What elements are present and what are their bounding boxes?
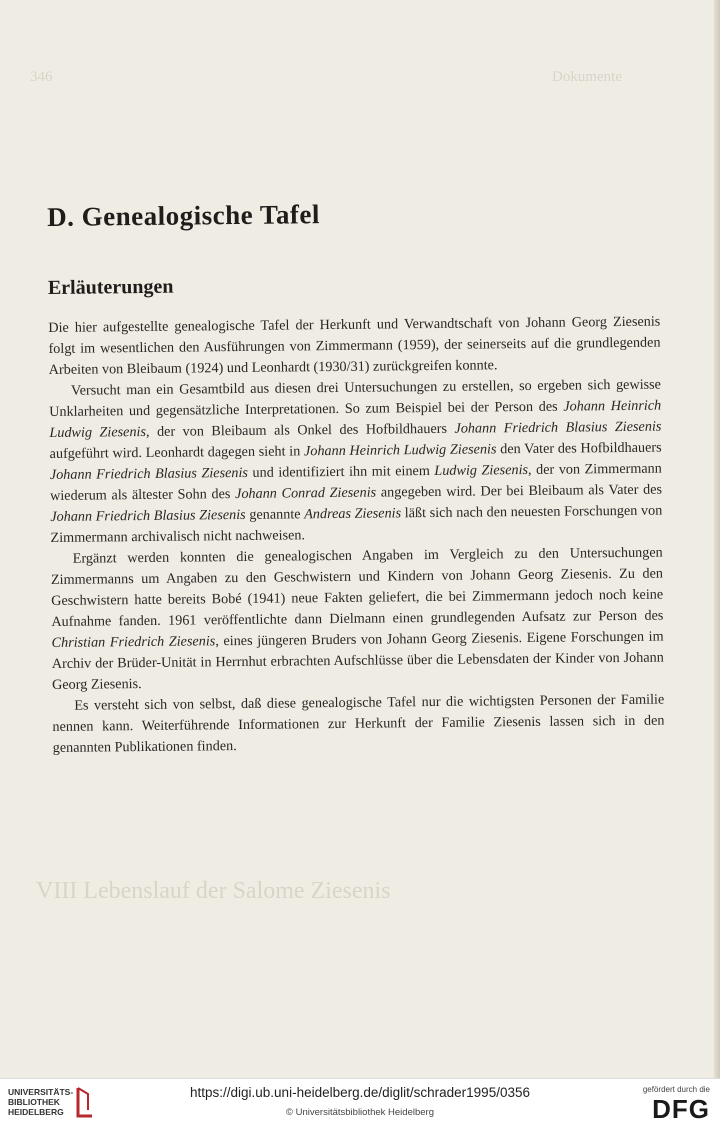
text-run: , der von Zimmermann wiederum als ältester Sohn des xyxy=(49,460,662,504)
source-url-link[interactable]: https://digi.ub.uni-heidelberg.de/diglit/schrader1995/0356 xyxy=(190,1085,530,1100)
text-run: Es versteht sich von selbst, daß diese genealogische Tafel nur die wichtigsten Personen der Familie nennen kann. Weiterführende Informationen zur Herkunft der Familie Ziesenis lassen sich in den genannten Publikationen finden. xyxy=(52,691,665,756)
paragraph xyxy=(52,690,665,759)
funder-label: gefördert durch die xyxy=(642,1085,710,1094)
text-run: , der von Bleibaum als Onkel des Hofbildhauers xyxy=(145,420,455,440)
page-title: D. Genealogische Tafel xyxy=(47,199,321,232)
text-run: genannte xyxy=(245,506,305,523)
person-name: Johann Heinrich Ludwig Ziesenis xyxy=(303,441,497,460)
text-run: angegeben wird. Der bei Bleibaum als Vater des xyxy=(376,481,663,501)
text-run: aufgeführt wird. Leonhardt dagegen sieht in xyxy=(49,443,305,462)
text-run: Versucht man ein Gesamtbild aus diesen drei Untersuchungen zu erstellen, so ergeben sich gewisse Unklarheiten und gegensätzliche Interpretationen. So zum Beispiel bei der Person des xyxy=(49,376,662,420)
text-run: Ergänzt werden konnten die genealogischen Angaben im Vergleich zu den Untersuchungen Zimmermanns um Angaben zu den Geschwistern und Kindern von Johann Georg Ziesenis. Zu den Geschwistern hatte bereits Bobé (1941) neue Fakten geliefert, die bei Zimmermann jedoch noch keine Aufnahme fanden. 1961 veröffentlichte dann Dielmann einen grundlegenden Aufsatz zur Person des xyxy=(50,544,664,630)
person-name: Johann Friedrich Blasius Ziesenis xyxy=(49,464,249,483)
copyright-text: © Universitätsbibliothek Heidelberg xyxy=(286,1107,434,1118)
text-run: , eines jüngeren Bruders von Johann Georg Ziesenis. Eigene Forschungen im Archiv der Brüder-Unität in Herrnhut erbrachten Aufschlüsse über die Lebensdaten der Kinder von Johann Georg Ziesenis. xyxy=(51,628,664,693)
page-content xyxy=(47,196,665,759)
paragraph xyxy=(49,375,663,549)
person-name: Ludwig Ziesenis xyxy=(434,461,529,479)
bleed-section-title: VIII Lebenslauf der Salome Ziesenis xyxy=(36,878,391,904)
text-run: den Vater des Hofbildhauers xyxy=(496,439,662,458)
dfg-logo: DFG xyxy=(652,1094,710,1124)
person-name: Johann Heinrich Ludwig Ziesenis xyxy=(49,397,662,441)
person-name: Johann Friedrich Blasius Ziesenis xyxy=(454,418,662,437)
footer-bar xyxy=(0,1078,720,1128)
body-text xyxy=(48,312,665,759)
text-run: und identifiziert ihn mit einem xyxy=(247,462,435,481)
bleed-page-number: 346 xyxy=(30,69,53,85)
person-name: Johann Conrad Ziesenis xyxy=(235,484,377,503)
person-name: Johann Friedrich Blasius Ziesenis xyxy=(50,506,246,525)
person-name: Christian Friedrich Ziesenis xyxy=(51,633,216,651)
text-run: Die hier aufgestellte genealogische Tafel der Herkunft und Verwandtschaft von Johann Georg Ziesenis folgt im wesentlichen den Ausführungen von Zimmermann (1959), der seinerseits auf die grundlegenden Arbeiten von Bleibaum (1924) und Leonhardt (1930/31) zurückgreifen konnte. xyxy=(48,313,661,378)
page-edge xyxy=(714,0,720,1078)
text-run: läßt sich nach den neuesten Forschungen von Zimmermann archivalisch nicht nachweisen. xyxy=(50,502,663,546)
library-line: UNIVERSITÄTS- xyxy=(8,1087,74,1097)
bleed-running-head: Dokumente xyxy=(552,69,622,85)
library-line: BIBLIOTHEK xyxy=(8,1097,60,1107)
library-line: HEIDELBERG xyxy=(8,1107,64,1117)
paragraph xyxy=(48,312,661,381)
paragraph xyxy=(51,543,665,696)
person-name: Andreas Ziesenis xyxy=(304,505,402,523)
section-heading: Erläuterungen xyxy=(47,275,174,299)
